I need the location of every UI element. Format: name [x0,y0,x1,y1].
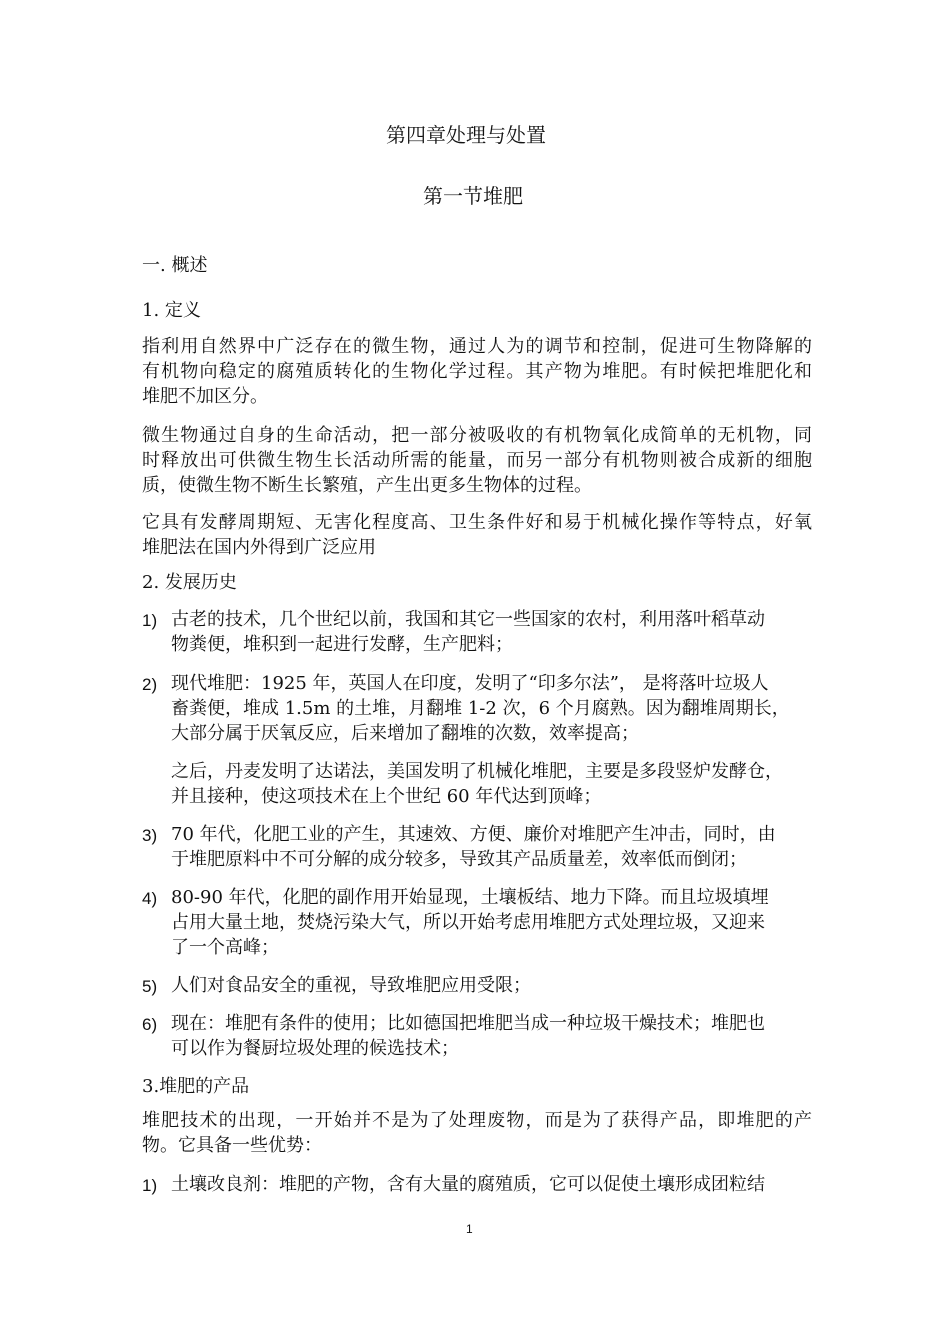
list-number: 1) [142,1176,158,1195]
definition-line: 时释放出可供微生物生长活动所需的能量，而另一部分有机物则被合成新的细胞 [142,450,812,471]
list-item-line: 人们对食品安全的重视，导致堆肥应用受限； [171,975,531,996]
heading-history: 2. 发展历史 [142,572,237,593]
list-item-line: 可以作为餐厨垃圾处理的候选技术； [171,1038,459,1059]
list-number: 2) [142,675,158,694]
list-number: 6) [142,1015,158,1034]
list-item-line: 现在：堆肥有条件的使用；比如德国把堆肥当成一种垃圾干燥技术；堆肥也 [171,1013,765,1034]
products-line: 物。它具备一些优势： [142,1135,322,1156]
list-item-line: 现代堆肥：1925 年，英国人在印度，发明了“印多尔法”， 是将落叶垃圾人 [171,673,769,694]
list-item-line: 了一个高峰； [171,937,279,958]
list-item-line: 占用大量土地，焚烧污染大气，所以开始考虑用堆肥方式处理垃圾，又迎来 [171,912,765,933]
list-item-line: 70 年代，化肥工业的产生，其速效、方便、廉价对堆肥产生冲击，同时，由 [171,824,776,845]
list-item-line: 大部分属于厌氧反应，后来增加了翻堆的次数，效率提高； [171,723,639,744]
list-item-line: 并且接种，使这项技术在上个世纪 60 年代达到顶峰； [171,786,602,807]
page-number: 1 [466,1222,473,1236]
section-title: 第一节堆肥 [423,184,523,208]
list-item-line: 80-90 年代，化肥的副作用开始显现，土壤板结、地力下降。而且垃圾填埋 [171,887,769,908]
list-item-line: 畜粪便，堆成 1.5m 的土堆，月翻堆 1-2 次，6 个月腐熟。因为翻堆周期长， [171,698,790,719]
list-number: 4) [142,889,158,908]
heading-overview: 一. 概述 [142,255,208,276]
list-item-line: 土壤改良剂：堆肥的产物，含有大量的腐殖质，它可以促使土壤形成团粒结 [171,1174,765,1195]
definition-line: 堆肥法在国内外得到广泛应用 [142,537,376,558]
chapter-title: 第四章处理与处置 [386,123,546,147]
heading-products: 3.堆肥的产品 [142,1076,250,1097]
definition-line: 微生物通过自身的生命活动，把一部分被吸收的有机物氧化成简单的无机物，同 [142,425,812,446]
definition-line: 它具有发酵周期短、无害化程度高、卫生条件好和易于机械化操作等特点，好氧 [142,512,812,533]
definition-line: 指利用自然界中广泛存在的微生物，通过人为的调节和控制，促进可生物降解的 [142,336,812,357]
products-line: 堆肥技术的出现，一开始并不是为了处理废物，而是为了获得产品，即堆肥的产 [142,1110,812,1131]
definition-line: 有机物向稳定的腐殖质转化的生物化学过程。其产物为堆肥。有时候把堆肥化和 [142,361,812,382]
definition-line: 质，使微生物不断生长繁殖，产生出更多生物体的过程。 [142,475,592,496]
list-number: 3) [142,826,158,845]
list-item-line: 于堆肥原料中不可分解的成分较多，导致其产品质量差，效率低而倒闭； [171,849,747,870]
list-item-line: 古老的技术，几个世纪以前，我国和其它一些国家的农村，利用落叶稻草动 [171,609,765,630]
heading-definition: 1. 定义 [142,300,201,321]
list-number: 1) [142,611,158,630]
list-number: 5) [142,977,158,996]
definition-line: 堆肥不加区分。 [142,386,268,407]
list-item-line: 物粪便，堆积到一起进行发酵，生产肥料； [171,634,513,655]
list-item-line: 之后，丹麦发明了达诺法，美国发明了机械化堆肥，主要是多段竖炉发酵仓， [171,761,783,782]
